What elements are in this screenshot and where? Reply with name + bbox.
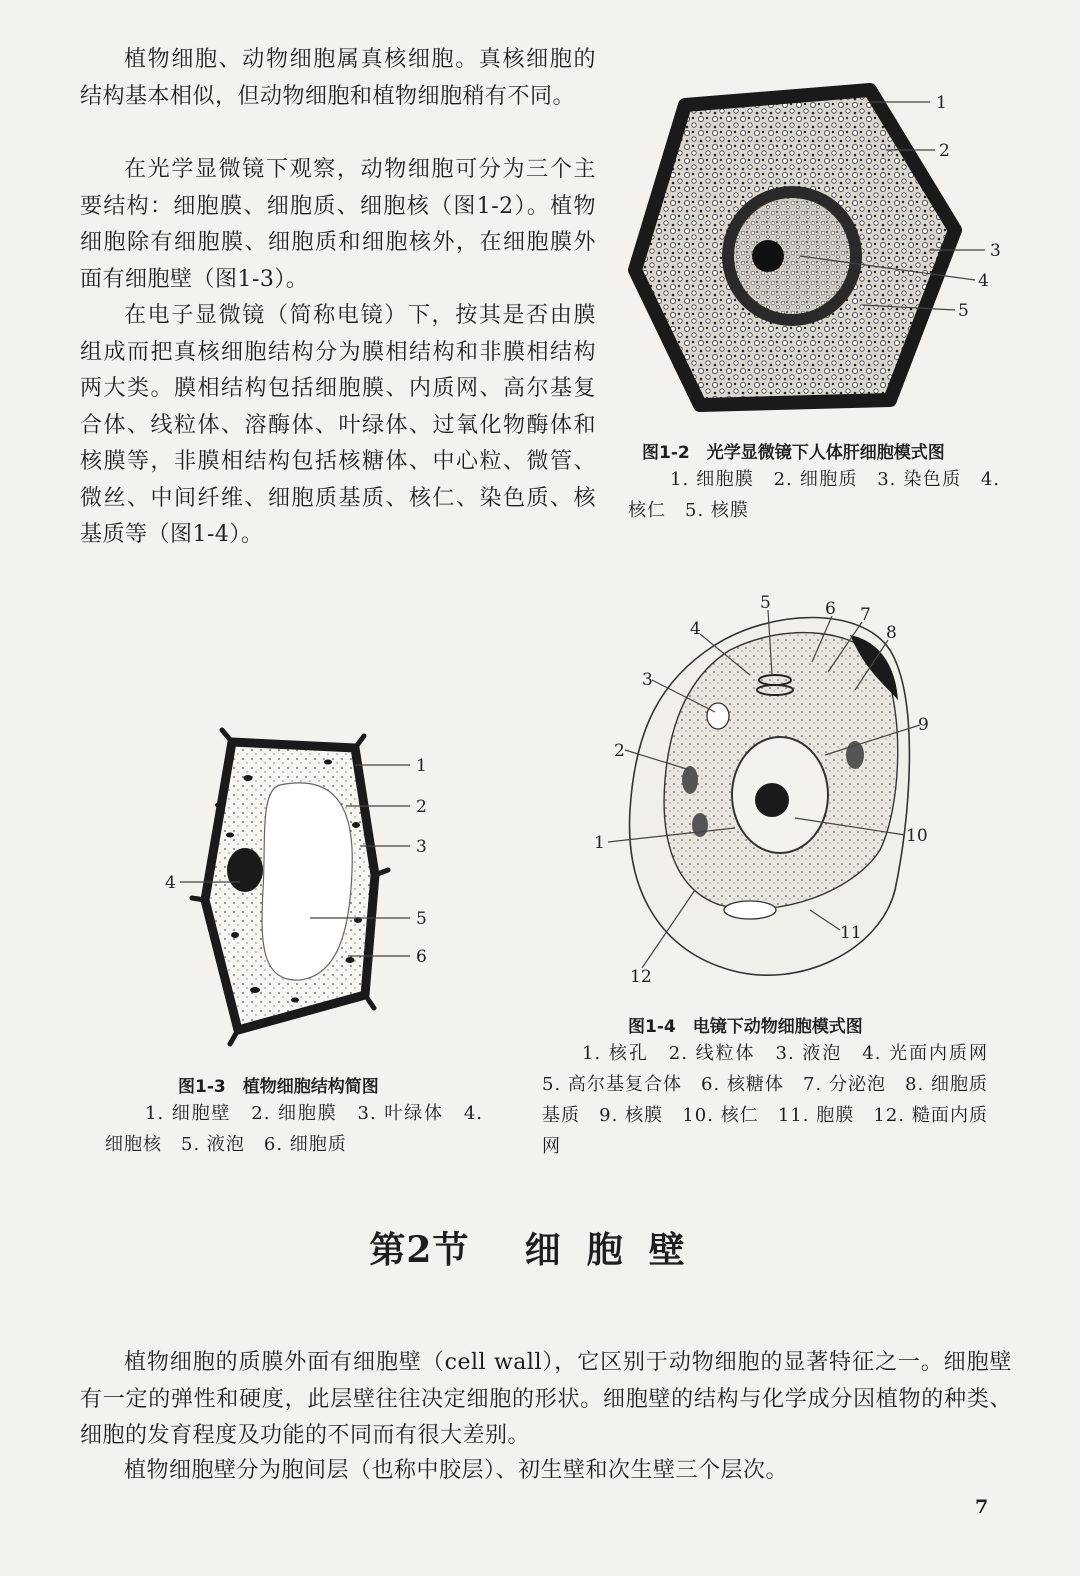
figure-1-3-plant-cell-diagram	[160, 730, 440, 1050]
liver-cell-chromatin	[734, 198, 850, 314]
liver-cell-nucleolus	[752, 240, 784, 272]
fig-1-4-label-5: 5	[760, 593, 771, 613]
figure-1-3-caption-title: 图1-3 植物细胞结构简图	[178, 1077, 379, 1097]
fig-1-2-label-2: 2	[939, 141, 950, 161]
fig-1-4-label-8: 8	[886, 623, 897, 643]
section-paragraph-2: 植物细胞壁分为胞间层（也称中胶层）、初生壁和次生壁三个层次。	[124, 1458, 789, 1483]
figure-1-2-legend: 1. 细胞膜 2. 细胞质 3. 染色质 4. 核仁 5. 核膜	[628, 469, 1000, 521]
fig-1-3-label-5: 5	[416, 909, 427, 929]
fig-1-4-label-3: 3	[642, 670, 653, 690]
fig-1-2-label-1: 1	[936, 93, 947, 113]
fig-1-3-label-1: 1	[416, 756, 427, 776]
animal-cell-nucleolus	[755, 783, 789, 817]
fig-1-4-label-12: 12	[630, 967, 652, 987]
figure-1-4-animal-cell-diagram	[594, 590, 960, 1000]
fig-1-4-label-7: 7	[860, 605, 871, 625]
fig-1-2-label-4: 4	[978, 271, 989, 291]
fig-1-4-label-2: 2	[614, 741, 625, 761]
section-paragraph-1: 植物细胞的质膜外面有细胞壁（cell wall），它区别于动物细胞的显著特征之一。细胞壁有一定的弹性和硬度，此层壁往往决定细胞的形状。细胞壁的结构与化学成分因植物的种类、细胞的发育程度及功能的不同而有很大差别。	[80, 1350, 1012, 1448]
figure-1-4-legend: 1. 核孔 2. 线粒体 3. 液泡 4. 光面内质网 5. 高尔基复合体 6. 核糖体 7. 分泌泡 8. 细胞质基质 9. 核膜 10. 核仁 11. 胞膜 12. 糙面内质网	[542, 1043, 1007, 1157]
fig-1-4-label-11: 11	[840, 923, 862, 943]
fig-1-4-label-10: 10	[906, 826, 928, 846]
fig-1-2-label-5: 5	[958, 301, 969, 321]
fig-1-3-label-4: 4	[165, 873, 176, 893]
fig-1-4-label-9: 9	[918, 715, 929, 735]
body-paragraph-2: 在光学显微镜下观察，动物细胞可分为三个主要结构：细胞膜、细胞质、细胞核（图1-2）。植物细胞除有细胞膜、细胞质和细胞核外，在细胞膜外面有细胞壁（图1-3）。	[80, 157, 596, 292]
body-paragraph-1: 植物细胞、动物细胞属真核细胞。真核细胞的结构基本相似，但动物细胞和植物细胞稍有不同。	[80, 47, 596, 109]
fig-1-3-label-3: 3	[416, 837, 427, 857]
section-title-text: 细胞壁	[524, 1229, 711, 1271]
plant-cell-nucleus	[227, 848, 263, 892]
section-heading	[0, 1222, 1080, 1273]
section-number: 第2节	[369, 1229, 470, 1271]
fig-1-4-label-6: 6	[825, 599, 836, 619]
figure-1-2-caption-title: 图1-2 光学显微镜下人体肝细胞模式图	[642, 443, 945, 463]
figure-1-3-legend: 1. 细胞壁 2. 细胞膜 3. 叶绿体 4. 细胞核 5. 液泡 6. 细胞质	[105, 1103, 483, 1155]
fig-1-3-label-6: 6	[416, 947, 427, 967]
fig-1-4-label-1: 1	[594, 833, 605, 853]
fig-1-2-label-3: 3	[990, 241, 1001, 261]
fig-1-3-label-2: 2	[416, 797, 427, 817]
fig-1-4-label-4: 4	[690, 619, 701, 639]
animal-cell-vacuole	[707, 703, 729, 729]
figure-1-2-liver-cell-diagram	[600, 60, 1020, 420]
body-paragraph-3: 在电子显微镜（简称电镜）下，按其是否由膜组成而把真核细胞结构分为膜相结构和非膜相结构两大类。膜相结构包括细胞膜、内质网、高尔基复合体、线粒体、溶酶体、叶绿体、过氧化物酶体和核膜等，非膜相结构包括核糖体、中心粒、微管、微丝、中间纤维、细胞质基质、核仁、染色质、核基质等（图1-4）。	[80, 303, 596, 547]
figure-1-4-caption-title: 图1-4 电镜下动物细胞模式图	[628, 1017, 863, 1037]
page-number: 7	[975, 1496, 989, 1518]
